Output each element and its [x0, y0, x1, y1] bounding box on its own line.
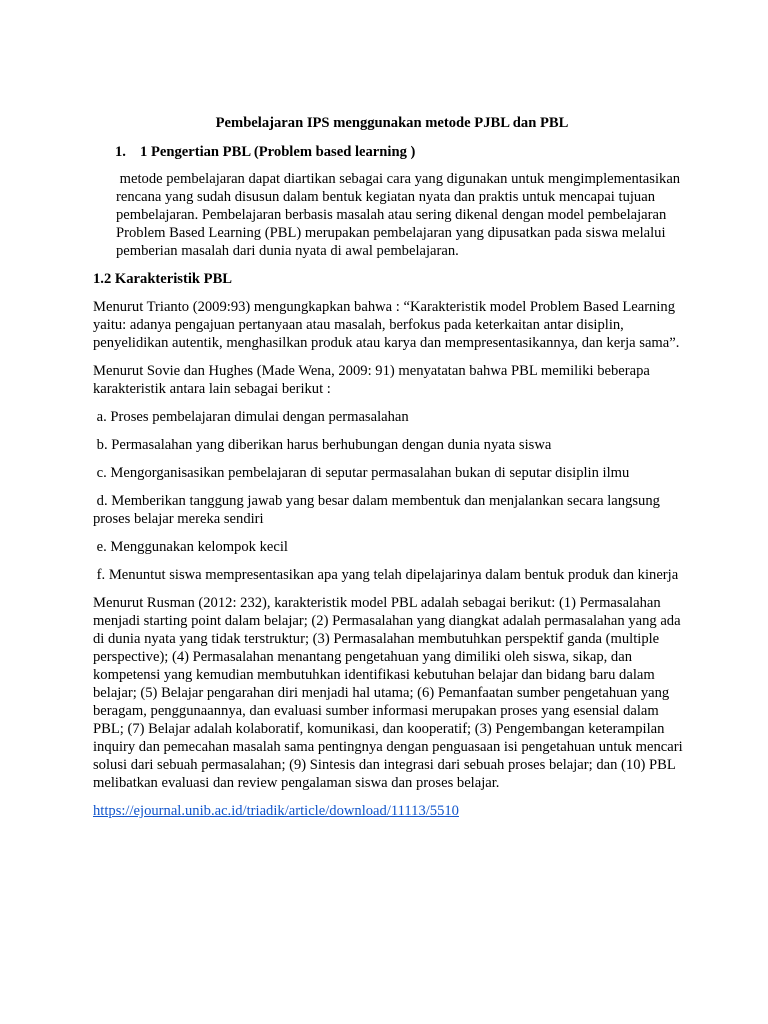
trianto-paragraph: Menurut Trianto (2009:93) mengungkapkan bahwa : “Karakteristik model Problem Based Learning yaitu: adanya pengajuan pertanyaan atau masalah, berfokus pada keterkaitan antar disiplin, penyelidikan autentik, menghasilkan produk atau karya dan mempresentasikannya, dan kerja sama”. — [93, 299, 680, 351]
list-item-a: a. Proses pembelajaran dimulai dengan permasalahan — [93, 409, 409, 425]
list-item-d: d. Memberikan tanggung jawab yang besar dalam membentuk dan menjalankan secara langsung proses belajar mereka sendiri — [93, 493, 664, 527]
section-1-heading — [93, 143, 683, 161]
section-2-heading: 1.2 Karakteristik PBL — [93, 271, 233, 287]
document-title: Pembelajaran IPS menggunakan metode PJBL dan PBL — [215, 115, 569, 131]
section-1-heading-text: 1 Pengertian PBL (Problem based learning ) — [140, 144, 416, 160]
reference-link[interactable]: https://ejournal.unib.ac.id/triadik/article/download/11113/5510 — [93, 803, 459, 819]
list-item-f: f. Menuntut siswa mempresentasikan apa yang telah dipelajarinya dalam bentuk produk dan kinerja — [93, 567, 679, 583]
section-1-number: 1. — [115, 144, 126, 160]
sovie-hughes-paragraph: Menurut Sovie dan Hughes (Made Wena, 2009: 91) menyatatan bahwa PBL memiliki beberapa karakteristik antara lain sebagai berikut : — [93, 363, 650, 397]
rusman-paragraph: Menurut Rusman (2012: 232), karakteristik model PBL adalah sebagai berikut: (1) Permasalahan menjadi starting point dalam belajar; (2) Permasalahan yang diangkat adalah permasalahan yang ada di dunia nyata yang tidak terstruktur; (3) Permasalahan membutuhkan perspektif ganda (multiple perspective); (4) Permasalahan menantang pengetahuan yang dimiliki oleh siswa, sikap, dan kompetensi yang kemudian membutuhkan identifikasi kebutuhan belajar dan bidang baru dalam belajar; (5) Belajar pengarahan diri menjadi hal utama; (6) Pemanfaatan sumber pengetahuan yang beragam, penggunaannya, dan evaluasi sumber informasi merupakan proses yang esensial dalam PBL; (7) Belajar adalah kolaboratif, komunikasi, dan kooperatif; (3) Pengembangan keterampilan inquiry dan pemecahan masalah sama pentingnya dengan penguasaan isi pengetahuan untuk mencari solusi dari sebuah permasalahan; (9) Sintesis dan integrasi dari sebuah proses belajar; dan (10) PBL melibatkan evaluasi dan review pengalaman siswa dan proses belajar. — [93, 595, 683, 791]
document-page — [93, 114, 683, 830]
list-item-c: c. Mengorganisasikan pembelajaran di seputar permasalahan bukan di seputar disiplin ilmu — [93, 465, 630, 481]
list-item-e: e. Menggunakan kelompok kecil — [93, 539, 288, 555]
list-item-b: b. Permasalahan yang diberikan harus berhubungan dengan dunia nyata siswa — [93, 437, 552, 453]
section-1-body: metode pembelajaran dapat diartikan sebagai cara yang digunakan untuk mengimplementasikan rencana yang sudah disusun dalam bentuk kegiatan nyata dan praktis untuk mencapai tujuan pembelajaran. Pembelajaran berbasis masalah atau sering dikenal dengan model pembelajaran Problem Based Learning (PBL) merupakan pembelajaran yang dipusatkan pada siswa melalui pemberian masalah dari dunia nyata di awal pembelajaran. — [116, 171, 684, 259]
